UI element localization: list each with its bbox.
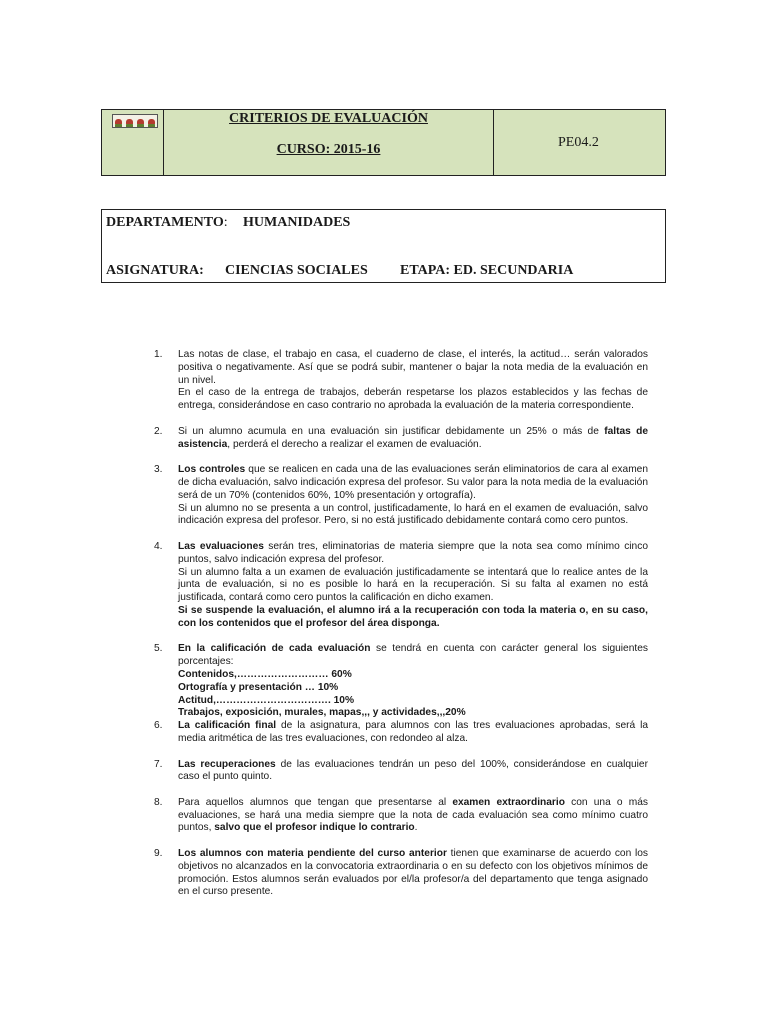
list-item xyxy=(150,797,648,835)
item-text: Si se suspende la evaluación, el alumno irá a la recuperación con toda la materia o, en su caso, con los contenidos que el profesor del área disponga. xyxy=(178,604,648,629)
item-number: 5. xyxy=(154,643,163,655)
list-item xyxy=(150,643,648,720)
code-cell xyxy=(494,110,665,175)
list-item xyxy=(150,759,648,785)
item-text: Las recuperaciones de las evaluaciones tendrán un peso del 100%, considerándose en cualquier caso el punto quinto. xyxy=(178,758,648,783)
stage-label: ETAPA: ED. SECUNDARIA xyxy=(400,263,574,278)
list-item xyxy=(150,464,648,528)
logo-cell xyxy=(102,110,164,175)
percentage-line: Contenidos,……………………… 60% xyxy=(178,668,352,680)
item-text: Si un alumno falta a un examen de evaluación justificadamente se intentará que lo realice antes de la junta de evaluación, si no es posible lo hará en la recuperación. Si su falta al examen no está justificada, contará como cero puntos la calificación en dicho examen. xyxy=(178,566,648,604)
item-text: Las evaluaciones serán tres, eliminatorias de materia siempre que la nota sea como mínimo cinco puntos, salvo indicación expresa del profesor. xyxy=(178,540,648,565)
department-label: DEPARTAMENTO: xyxy=(106,215,228,230)
list-item xyxy=(150,426,648,452)
item-number: 3. xyxy=(154,464,163,476)
list-item xyxy=(150,848,648,899)
list-item xyxy=(150,541,648,631)
item-text: La calificación final de la asignatura, para alumnos con las tres evaluaciones aprobadas, será la media aritmética de las tres evaluaciones, con redondeo al alza. xyxy=(178,720,648,744)
list-item xyxy=(150,720,648,746)
item-text: Para aquellos alumnos que tengan que presentarse al examen extraordinario con una o más evaluaciones, se hará una media siempre que la nota de cada evaluación sea como mínimo cuatro puntos, salvo que el profesor indique lo contrario. xyxy=(178,796,649,834)
course-label: CURSO: 2015-16 xyxy=(276,142,381,157)
subject-value: CIENCIAS SOCIALES xyxy=(225,263,368,278)
item-text: Si un alumno no se presenta a un control, justificadamente, lo hará en el examen de evaluación, salvo indicación expresa del profesor. Pero, si no está justificado debidamente contará como cero puntos. xyxy=(178,502,648,527)
item-number: 9. xyxy=(154,848,163,860)
document-title: CRITERIOS DE EVALUACIÓN xyxy=(229,111,428,126)
school-logo-icon xyxy=(112,114,158,128)
item-text: En el caso de la entrega de trabajos, deberán respetarse los plazos establecidos y las fechas de entrega, considerándose en caso contrario no aprobada la evaluación de la materia correspondiente. xyxy=(178,387,648,412)
item-text: En la calificación de cada evaluación se tendrá en cuenta con carácter general los siguientes porcentajes: xyxy=(178,643,648,668)
list-item xyxy=(150,349,648,413)
document-header-table xyxy=(101,109,666,176)
title-cell xyxy=(164,110,494,175)
item-number: 1. xyxy=(154,349,163,360)
item-number: 4. xyxy=(154,540,163,552)
item-number: 6. xyxy=(154,720,163,732)
item-number: 2. xyxy=(154,425,163,437)
subject-label: ASIGNATURA: xyxy=(106,263,204,278)
percentage-line: Trabajos, exposición, murales, mapas,,, y actividades,,,20% xyxy=(178,707,466,719)
department-value: HUMANIDADES xyxy=(243,215,351,230)
item-number: 8. xyxy=(154,796,163,808)
item-text: Los controles que se realicen en cada una de las evaluaciones serán eliminatorios de cara al examen de dicha evaluación, salvo indicación expresa del profesor. Su valor para la nota media de la evaluación será de un 70% (contenidos 60%, 10% presentación y ortografía). xyxy=(178,464,649,501)
item-text: Las notas de clase, el trabajo en casa, el cuaderno de clase, el interés, la actitud… serán valorados positiva o negativamente. Así que se podrá subir, mantener o bajar la nota media de la evaluación en un nivel. xyxy=(178,349,648,386)
percentage-line: Ortografía y presentación … 10% xyxy=(178,681,339,693)
criteria-list xyxy=(150,349,648,912)
department-box xyxy=(101,209,666,283)
item-text: Los alumnos con materia pendiente del curso anterior tienen que examinarse de acuerdo con los objetivos no alcanzados en la convocatoria extraordinaria o en su defecto con los objetivos mínimos de promoción. Estos alumnos serán evaluados por el/la profesor/a del departamento que tenga asignado en el curso presente. xyxy=(178,848,648,898)
item-number: 7. xyxy=(154,758,163,770)
item-text: Si un alumno acumula en una evaluación sin justificar debidamente un 25% o más de faltas de asistencia, perderá el derecho a realizar el examen de evaluación. xyxy=(178,425,648,450)
percentage-line: Actitud,……………………………. 10% xyxy=(178,694,355,706)
document-code: PE04.2 xyxy=(558,135,599,150)
